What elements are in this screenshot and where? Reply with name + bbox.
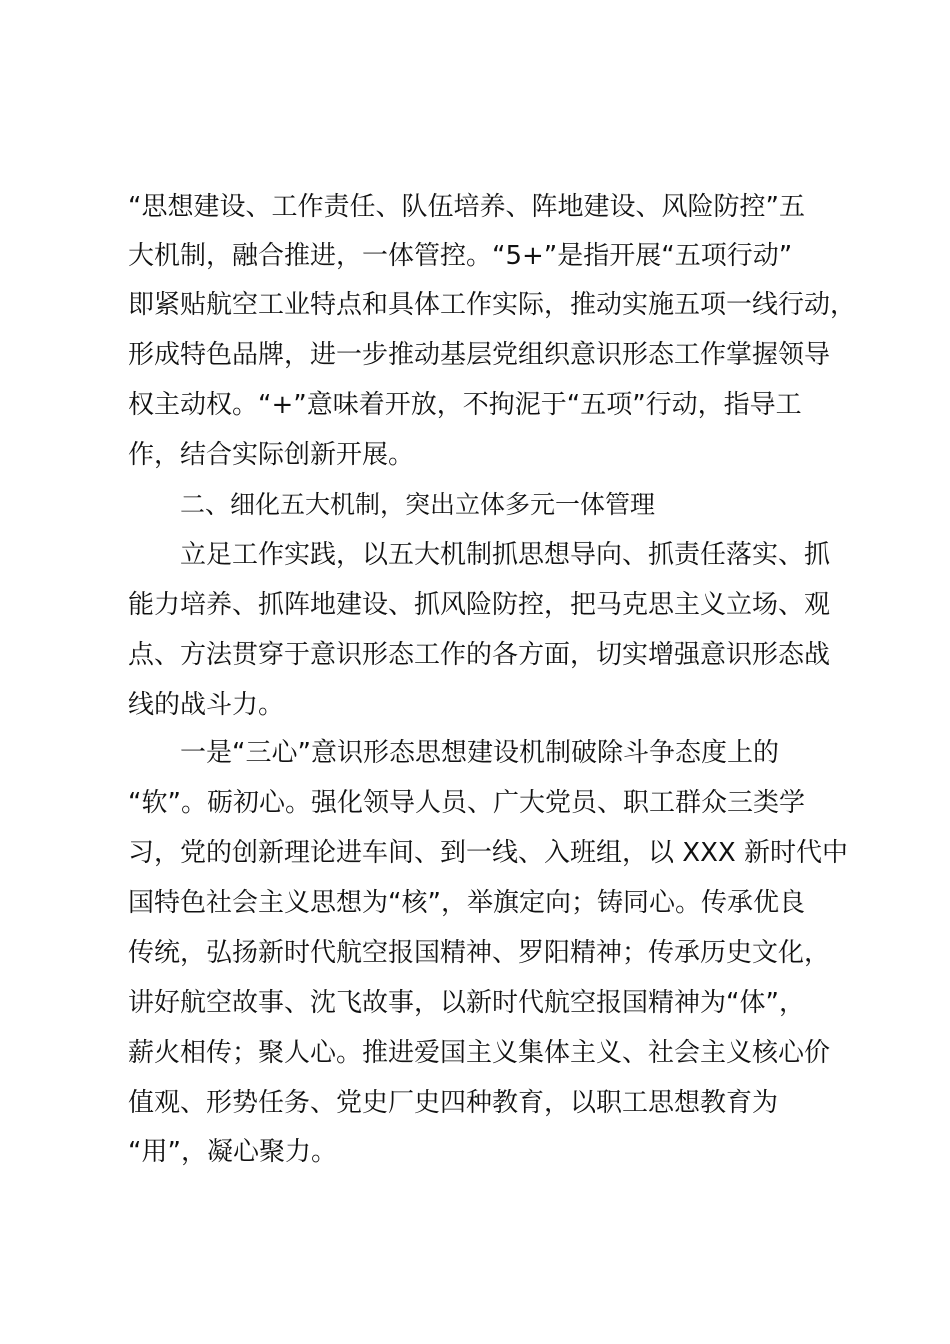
paragraph-line: 权主动权。“+”意味着开放，不拘泥于“五项”行动，指导工 — [128, 390, 802, 420]
paragraph-line: “用”，凝心聚力。 — [128, 1137, 337, 1167]
paragraph-line: 讲好航空故事、沈飞故事，以新时代航空报国精神为“体”， — [128, 988, 805, 1018]
paragraph-line: 立足工作实践，以五大机制抓思想导向、抓责任落实、抓 — [180, 540, 831, 570]
paragraph-line: 习，党的创新理论进车间、到一线、入班组，以 XXX 新时代中 — [128, 838, 848, 868]
paragraph-line: 值观、形势任务、党史厂史四种教育，以职工思想教育为 — [128, 1088, 779, 1118]
paragraph-line: 能力培养、抓阵地建设、抓风险防控，把马克思主义立场、观 — [128, 590, 831, 620]
paragraph-line: 国特色社会主义思想为“核”，举旗定向；铸同心。传承优良 — [128, 888, 805, 918]
paragraph-line: “思想建设、工作责任、队伍培养、阵地建设、风险防控”五 — [128, 192, 805, 222]
paragraph-line: 大机制，融合推进，一体管控。“5+”是指开展“五项行动” — [128, 241, 793, 271]
paragraph-line: 传统，弘扬新时代航空报国精神、罗阳精神；传承历史文化， — [128, 938, 831, 968]
section-heading: 二、细化五大机制，突出立体多元一体管理 — [180, 490, 656, 519]
paragraph-line: 线的战斗力。 — [128, 690, 285, 720]
paragraph-line: 点、方法贯穿于意识形态工作的各方面，切实增强意识形态战 — [128, 640, 831, 670]
paragraph-line: 即紧贴航空工业特点和具体工作实际，推动实施五项一线行动， — [128, 290, 857, 320]
paragraph-line: 一是“三心”意识形态思想建设机制破除斗争态度上的 — [180, 738, 779, 768]
paragraph-line: 形成特色品牌，进一步推动基层党组织意识形态工作掌握领导 — [128, 340, 831, 370]
paragraph-line: “软”。砺初心。强化领导人员、广大党员、职工群众三类学 — [128, 788, 805, 818]
paragraph-line: 作，结合实际创新开展。 — [128, 440, 415, 470]
paragraph-line: 薪火相传；聚人心。推进爱国主义集体主义、社会主义核心价 — [128, 1038, 831, 1068]
